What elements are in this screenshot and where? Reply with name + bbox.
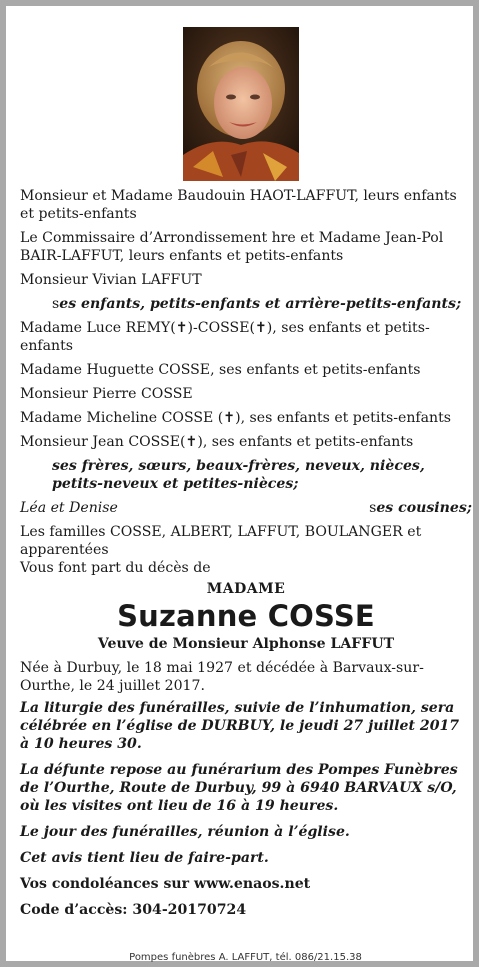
- family-line: Madame Luce REMY(✝)-COSSE(✝), ses enfants et petits-enfants: [20, 320, 430, 354]
- portrait-photo: [183, 27, 299, 181]
- family-line: Madame Huguette COSSE, ses enfants et petits-enfants: [20, 362, 421, 378]
- family-line: Monsieur et Madame Baudouin HAOT-LAFFUT, leurs enfants et petits-enfants: [20, 188, 457, 222]
- relation-text: es cousines;: [376, 500, 472, 516]
- repose-line: La défunte repose au funérarium des Pompes Funèbres de l’Ourthe, Route de Durbuy, 99 à 6940 BARVAUX s/O, où les visites ont lieu de 16 à 19 heures.: [20, 762, 458, 814]
- liturgy-line: La liturgie des funérailles, suivie de l’inhumation, sera célébrée en l’église de DURBUY, le jeudi 27 juillet 2017 à 10 heures 30.: [20, 700, 460, 752]
- access-code-line: Code d’accès: 304-20170724: [20, 902, 247, 918]
- family-line: Les familles COSSE, ALBERT, LAFFUT, BOULANGER et apparentées: [20, 524, 422, 558]
- condoleances-line: Vos condoléances sur www.enaos.net: [20, 876, 311, 892]
- cousins-line: [20, 499, 472, 517]
- relation-text: es enfants, petits-enfants et arrière-petits-enfants;: [59, 296, 462, 312]
- obituary-text: [20, 187, 472, 919]
- funeral-home-footer: Pompes funèbres A. LAFFUT, tél. 086/21.15.38: [129, 952, 362, 963]
- family-line: Monsieur Vivian LAFFUT: [20, 272, 202, 288]
- announcement-line: Vous font part du décès de: [20, 560, 211, 576]
- family-line: Monsieur Jean COSSE(✝), ses enfants et petits-enfants: [20, 434, 414, 450]
- faire-part-line: Cet avis tient lieu de faire-part.: [20, 850, 269, 866]
- birth-death-line: Née à Durbuy, le 18 mai 1927 et décédée à Barvaux-sur-Ourthe, le 24 juillet 2017.: [20, 660, 424, 694]
- relation-initial: s: [52, 296, 60, 312]
- deceased-name: Suzanne COSSE: [117, 599, 375, 633]
- relation-line: [20, 295, 472, 313]
- family-line: Monsieur Pierre COSSE: [20, 386, 193, 402]
- family-line: Madame Micheline COSSE (✝), ses enfants et petits-enfants: [20, 410, 452, 426]
- deceased-widow-of: Veuve de Monsieur Alphonse LAFFUT: [97, 636, 395, 652]
- cousins-relation: [369, 499, 472, 517]
- relation-initial: s: [369, 500, 377, 516]
- cousins-names: Léa et Denise: [20, 500, 118, 516]
- deceased-title: MADAME: [206, 581, 286, 597]
- relation-line: ses frères, sœurs, beaux-frères, neveux, nièces, petits-neveux et petites-nièces;: [52, 458, 425, 492]
- family-line: Le Commissaire d’Arrondissement hre et Madame Jean-Pol BAIR-LAFFUT, leurs enfants et petits-enfants: [20, 230, 444, 264]
- reunion-line: Le jour des funérailles, réunion à l’église.: [20, 824, 350, 840]
